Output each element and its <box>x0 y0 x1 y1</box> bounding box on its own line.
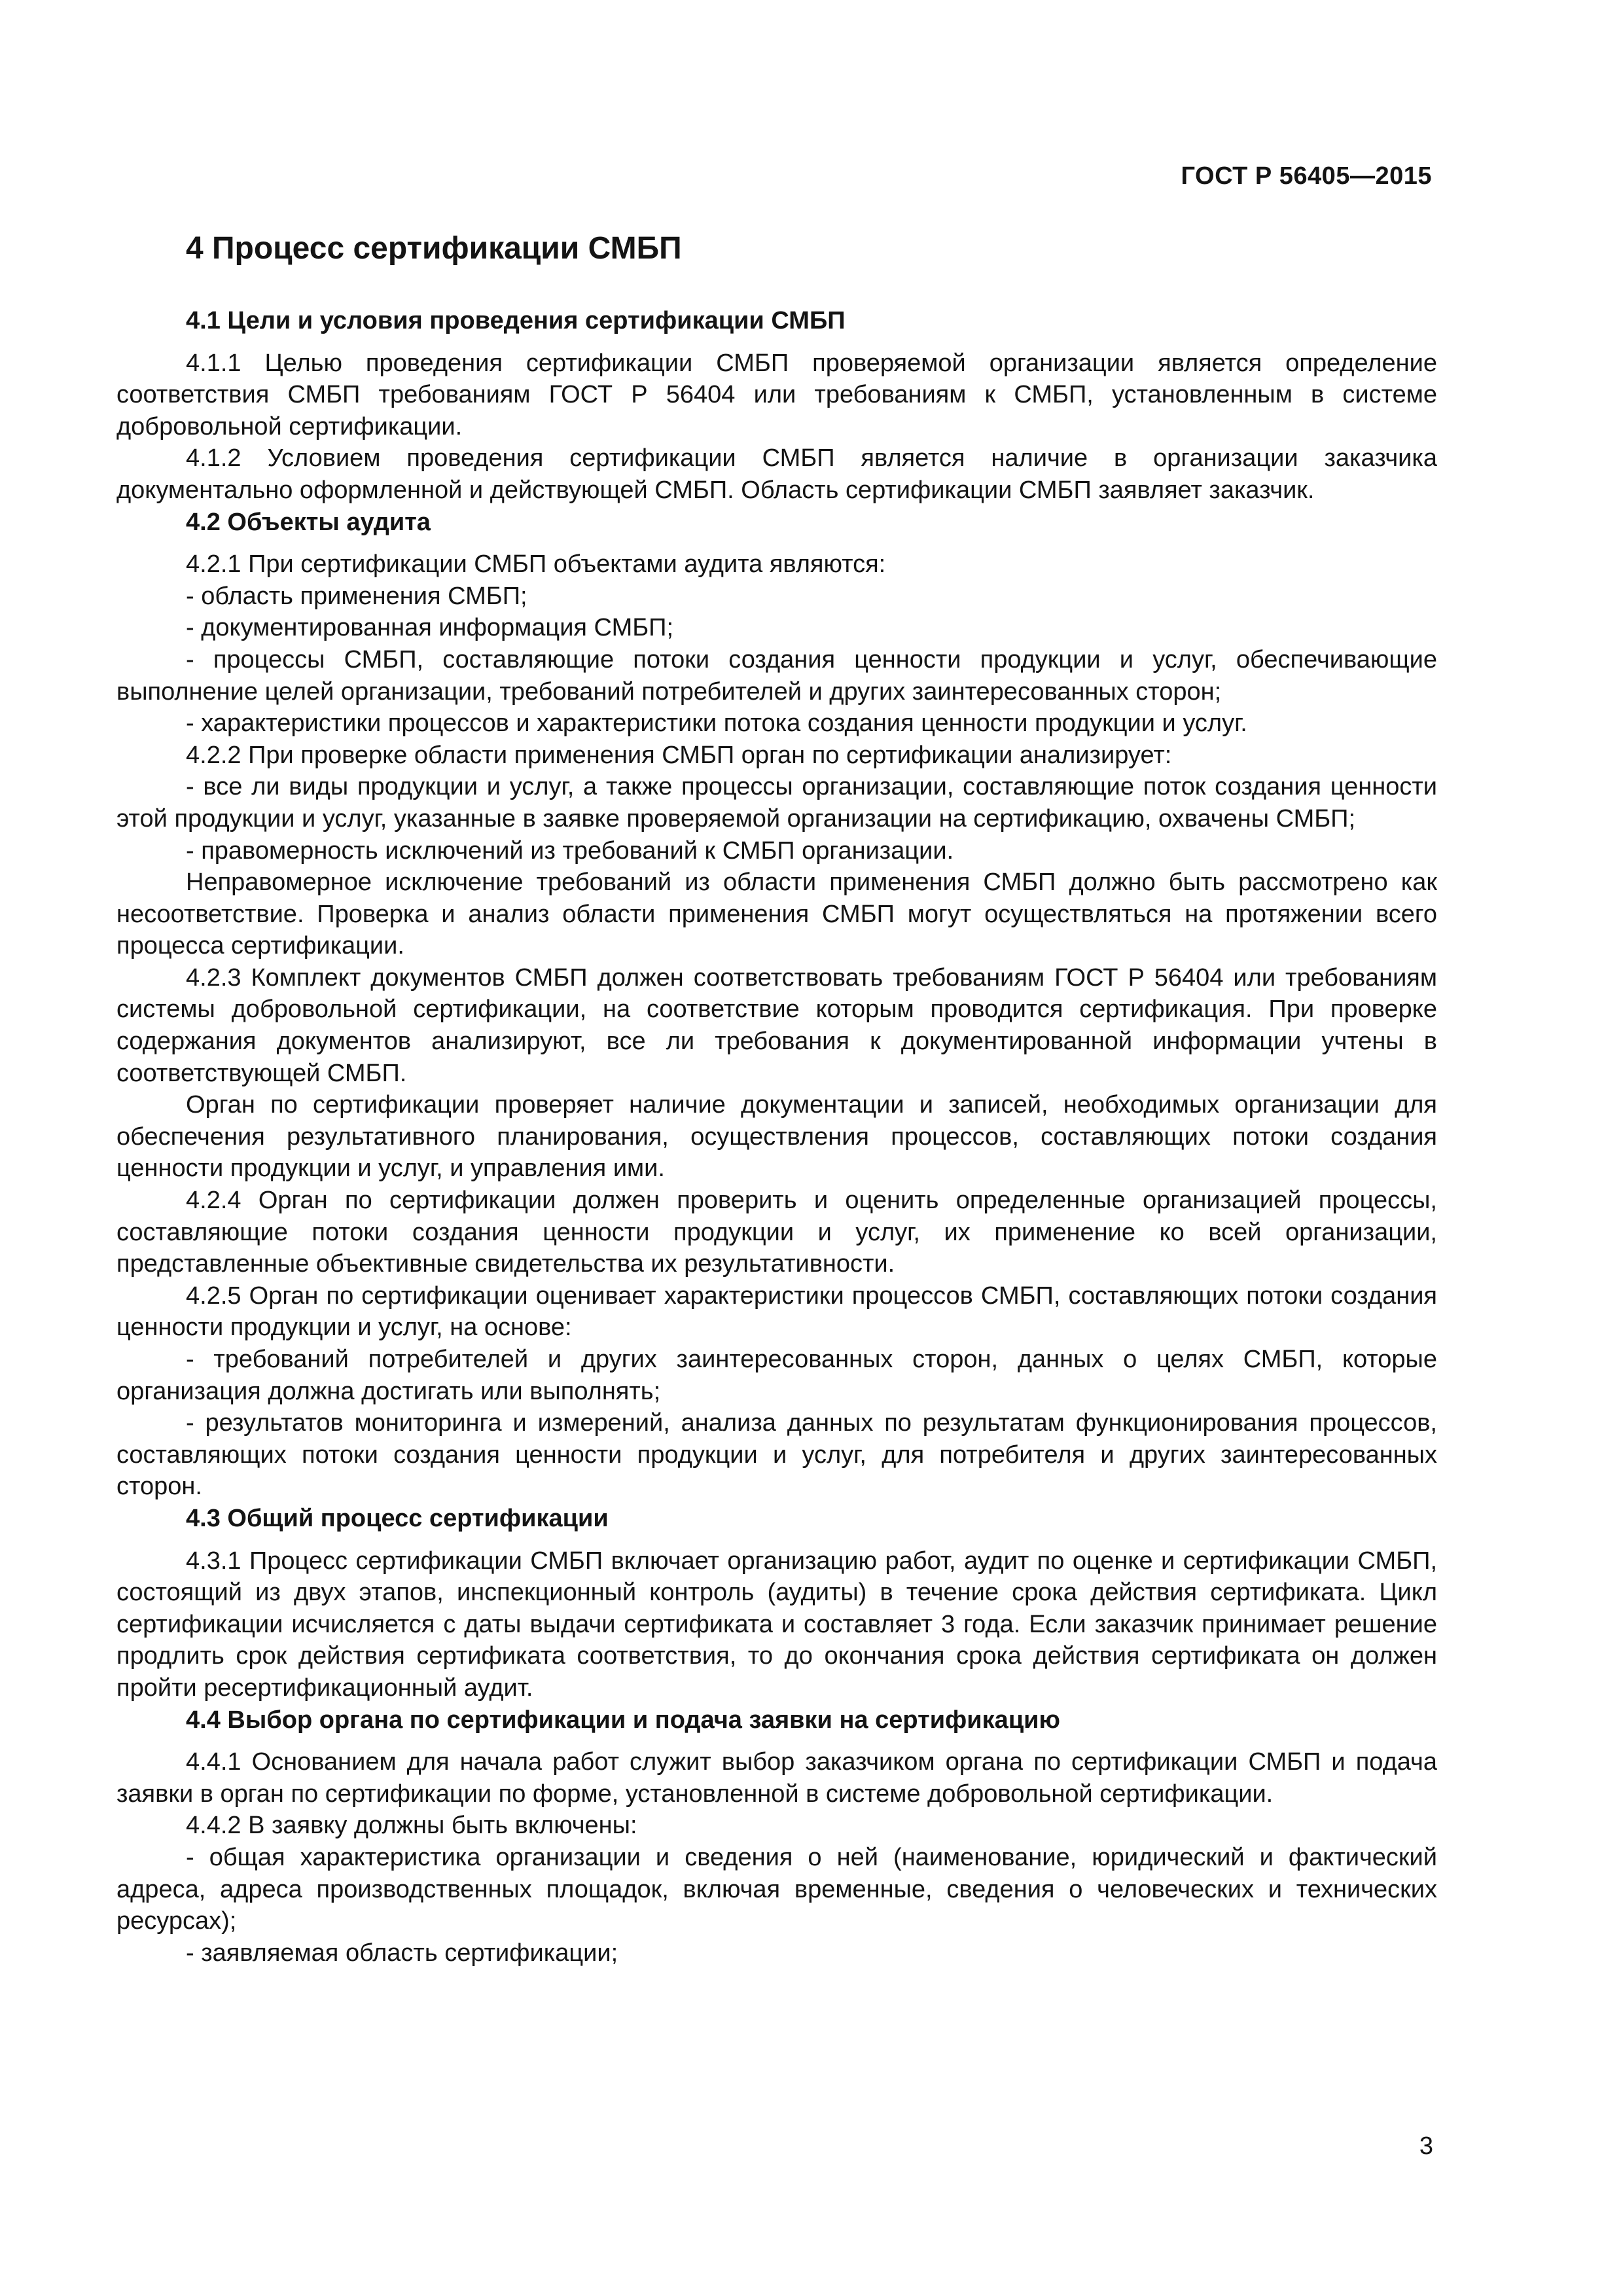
paragraph: 4.1.2 Условием проведения сертификации СМБП является наличие в организации заказчика документально оформленной и действующей СМБП. Область сертификации СМБП заявляет заказчик. <box>116 444 1437 504</box>
document-code: ГОСТ Р 56405—2015 <box>1181 162 1432 190</box>
page-number: 3 <box>1419 2132 1433 2160</box>
subsection-heading: 4.2 Объекты аудита <box>186 508 431 536</box>
paragraph: 4.2.4 Орган по сертификации должен проверить и оценить определенные организацией процессы, составляющие потоки создания ценности продукции и услуг, их применение ко всей организации, представленные объективные свидетельства их результативности. <box>116 1187 1437 1278</box>
paragraph: - документированная информация СМБП; <box>186 614 674 642</box>
paragraph: - общая характеристика организации и сведения о ней (наименование, юридический и фактический адреса, адреса производственных площадок, включая временные, сведения о человеческих и технических ресурсах); <box>116 1843 1437 1935</box>
paragraph: Орган по сертификации проверяет наличие документации и записей, необходимых организации для обеспечения результативного планирования, осуществления процессов, составляющих потоки создания ценности продукции и услуг, и управления ими. <box>116 1091 1437 1183</box>
paragraph: 4.3.1 Процесс сертификации СМБП включает организацию работ, аудит по оценке и сертификации СМБП, состоящий из двух этапов, инспекционный контроль (аудиты) в течение срока действия сертификата. Цикл сертификации исчисляется с даты выдачи сертификата и составляет 3 года. Если заказчик принимает решение продлить срок действия сертификата соответствия, то до окончания срока действия сертификата он должен пройти ресертификационный аудит. <box>116 1547 1437 1702</box>
subsection-heading: 4.1 Цели и условия проведения сертификации СМБП <box>186 307 846 334</box>
paragraph: 4.4.2 В заявку должны быть включены: <box>186 1812 637 1840</box>
paragraph: - результатов мониторинга и измерений, анализа данных по результатам функционирования процессов, составляющих потоки создания ценности продукции и услуг, для потребителя и других заинтересованных сторон. <box>116 1409 1437 1501</box>
section-blocks <box>116 305 1437 1969</box>
paragraph: 4.2.2 При проверке области применения СМБП орган по сертификации анализирует: <box>186 741 1172 769</box>
subsection-heading: 4.3 Общий процесс сертификации <box>186 1504 609 1532</box>
paragraph: - требований потребителей и других заинтересованных сторон, данных о целях СМБП, которые организация должна достигать или выполнять; <box>116 1346 1437 1405</box>
subsection-heading: 4.4 Выбор органа по сертификации и подача заявки на сертификацию <box>186 1706 1060 1734</box>
paragraph: - правомерность исключений из требований к СМБП организации. <box>186 836 954 865</box>
paragraph: 4.2.5 Орган по сертификации оценивает характеристики процессов СМБП, составляющих потоки создания ценности продукции и услуг, на основе: <box>116 1282 1437 1342</box>
paragraph: Неправомерное исключение требований из области применения СМБП должно быть рассмотрено как несоответствие. Проверка и анализ области применения СМБП могут осуществляться на протяжении всего процесса сертификации. <box>116 869 1437 960</box>
section-title: 4 Процесс сертификации СМБП <box>186 231 682 266</box>
paragraph: 4.2.1 При сертификации СМБП объектами аудита являются: <box>186 550 886 579</box>
paragraph: - процессы СМБП, составляющие потоки создания ценности продукции и услуг, обеспечивающие выполнение целей организации, требований потребителей и других заинтересованных сторон; <box>116 645 1437 706</box>
paragraph: - характеристики процессов и характеристики потока создания ценности продукции и услуг. <box>186 709 1247 738</box>
paragraph: - заявляемая область сертификации; <box>186 1939 618 1967</box>
paragraph: - область применения СМБП; <box>186 582 527 610</box>
paragraph: 4.2.3 Комплект документов СМБП должен соответствовать требованиям ГОСТ Р 56404 или требованиям системы добровольной сертификации, на соответствие которым проводится сертификация. При проверке содержания документов анализируют, все ли требования к документированной информации учтены в соответствующей СМБП. <box>116 963 1437 1087</box>
document-body <box>116 229 1437 1969</box>
paragraph: 4.4.1 Основанием для начала работ служит выбор заказчиком органа по сертификации СМБП и подача заявки в орган по сертификации по форме, установленной в системе добровольной сертификации. <box>116 1748 1437 1808</box>
paragraph: 4.1.1 Целью проведения сертификации СМБП проверяемой организации является определение соответствия СМБП требованиям ГОСТ Р 56404 или требованиям к СМБП, установленным в системе добровольной сертификации. <box>116 349 1437 440</box>
paragraph: - все ли виды продукции и услуг, а также процессы организации, составляющие поток создания ценности этой продукции и услуг, указанные в заявке проверяемой организации на сертификацию, охвачены СМБП; <box>116 773 1437 833</box>
